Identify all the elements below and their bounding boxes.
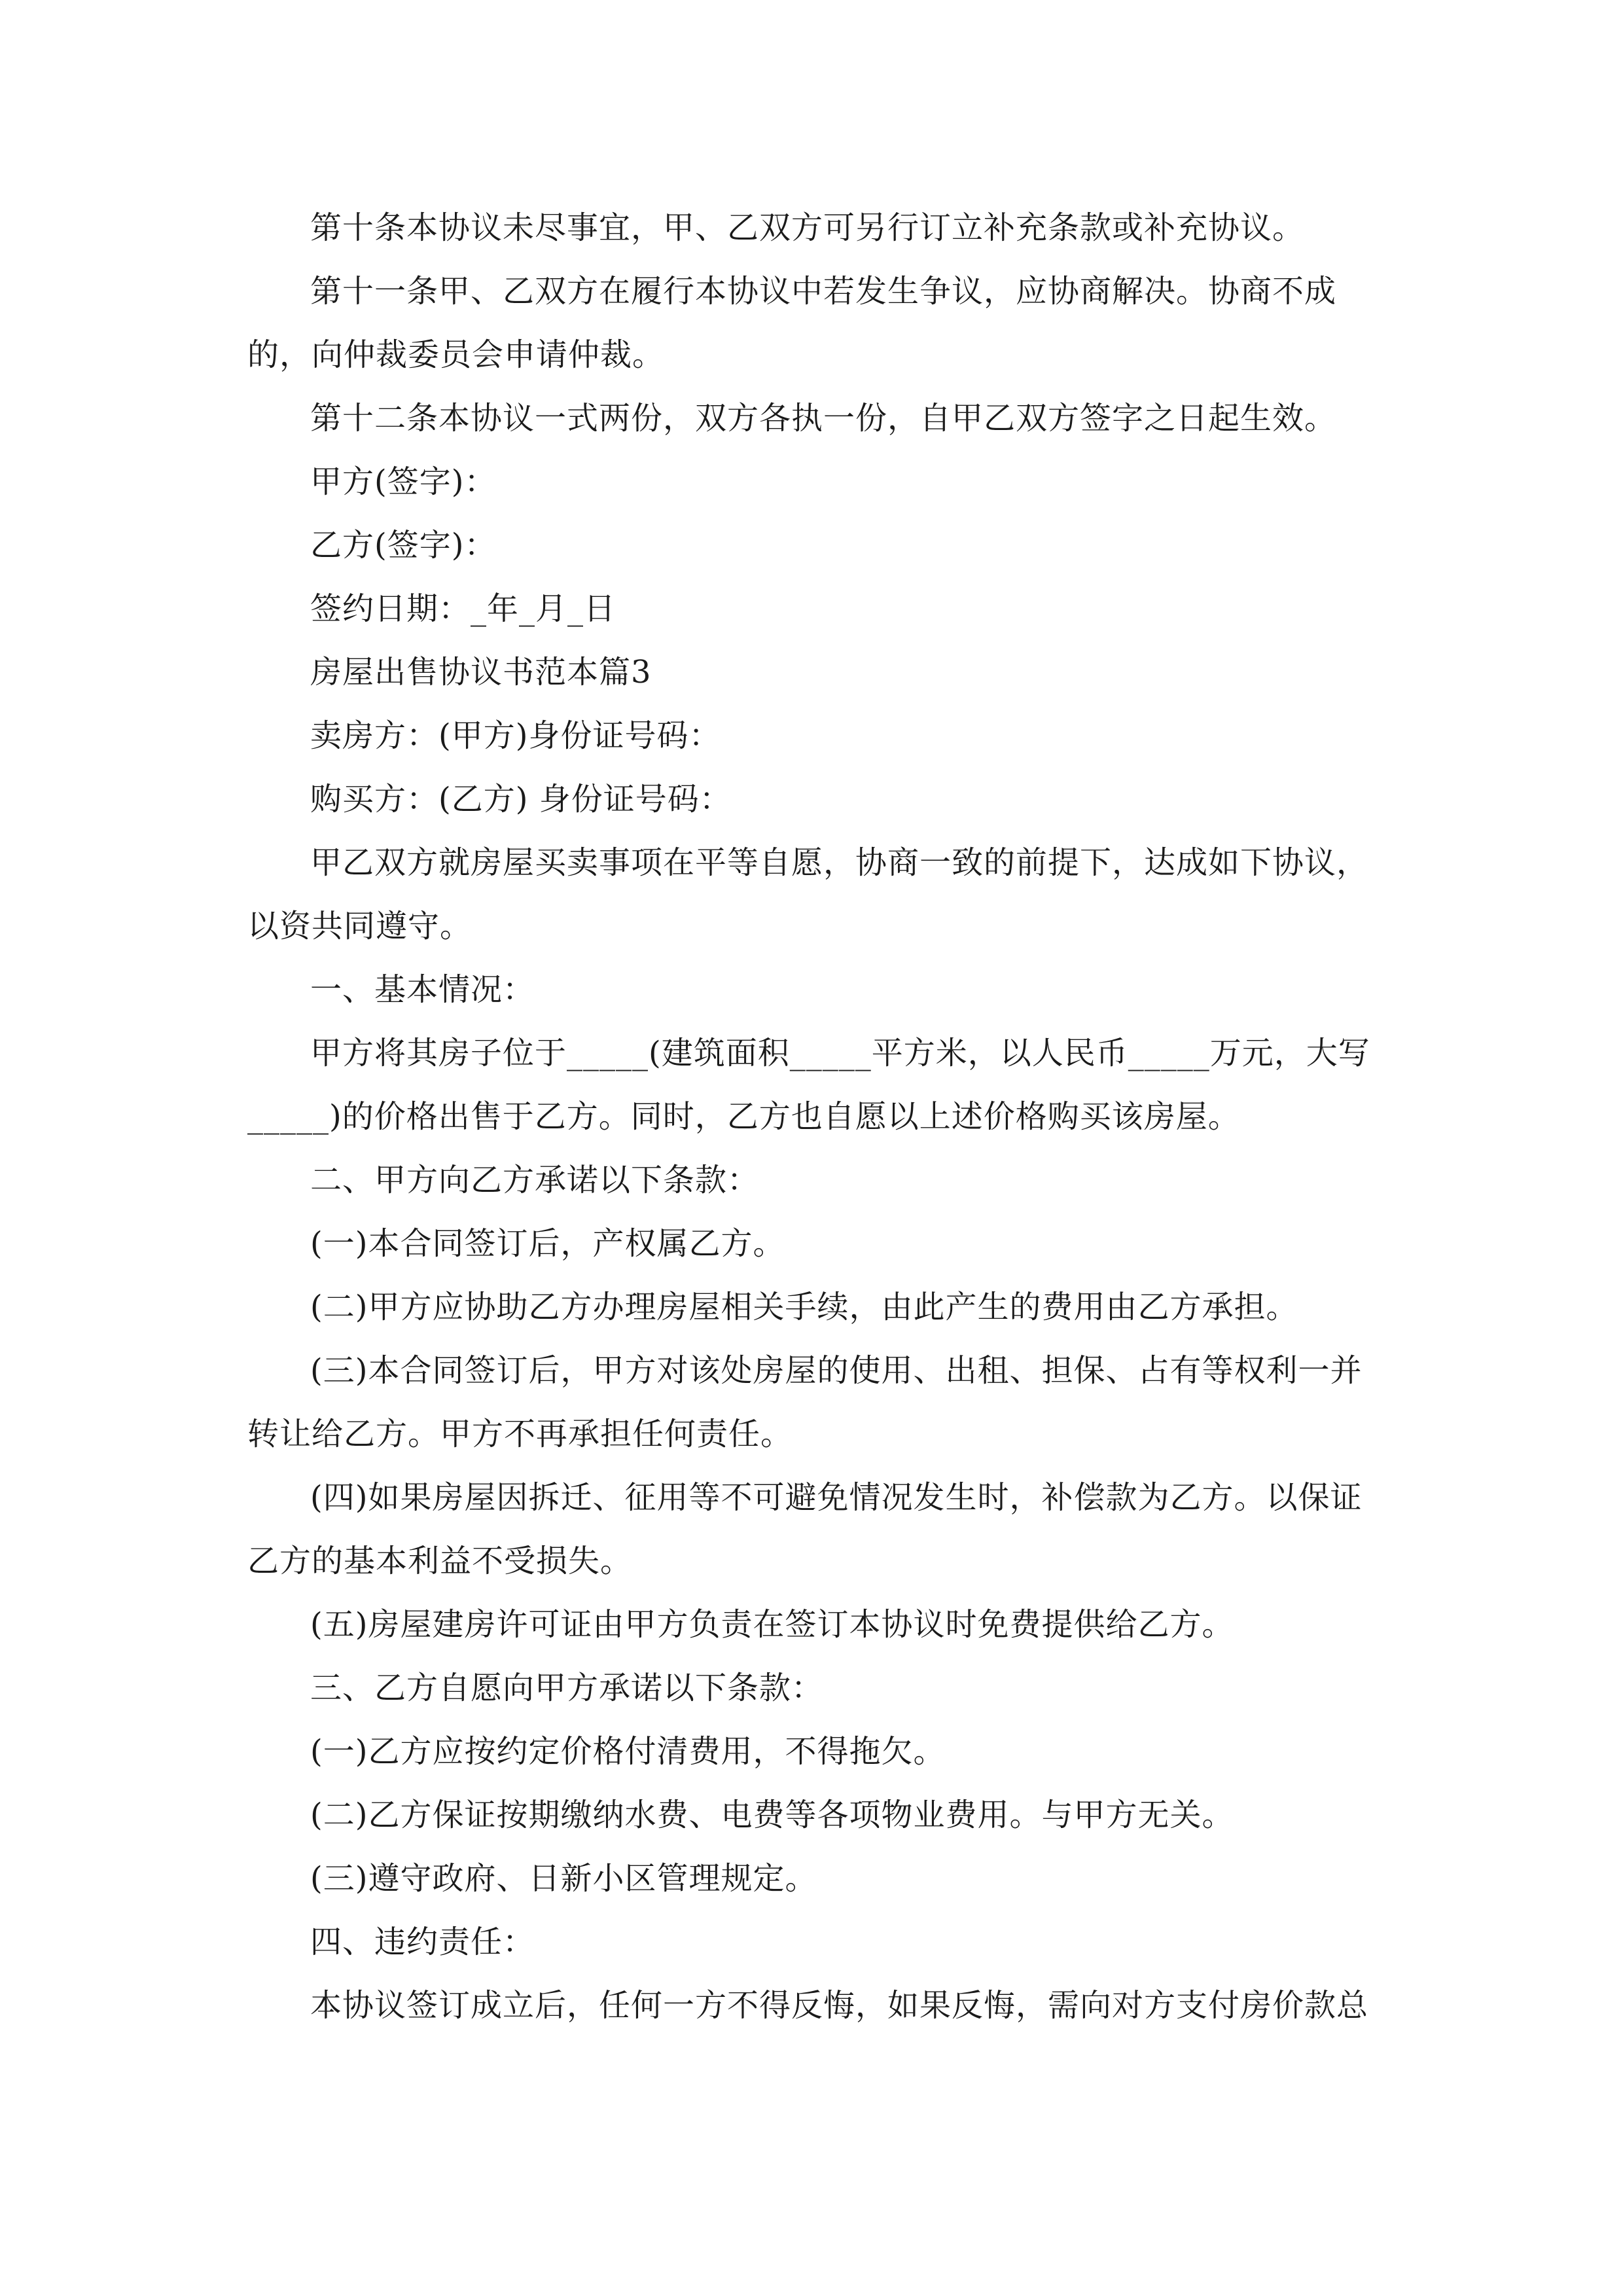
party-a-item-2: (二)甲方应协助乙方办理房屋相关手续，由此产生的费用由乙方承担。 [310,1289,1298,1325]
breach-liability-text: 本协议签订成立后，任何一方不得反悔，如果反悔，需向对方支付房价款总 [310,1987,1369,2024]
heading-breach-liability: 四、违约责任： [310,1924,535,1960]
party-a-item-3: (三)本合同签订后，甲方对该处房屋的使用、出租、担保、占有等权利一并转让给乙方。甲方不再承担任何责任。 [247,1352,1363,1452]
clause-12: 第十二条本协议一式两份，双方各执一份，自甲乙双方签字之日起生效。 [310,400,1337,437]
buyer-line: 购买方：(乙方) 身份证号码： [310,781,732,817]
heading-party-b-commitments: 三、乙方自愿向甲方承诺以下条款： [310,1670,824,1706]
party-b-item-3: (三)遵守政府、日新小区管理规定。 [310,1860,817,1897]
heading-party-a-commitments: 二、甲方向乙方承诺以下条款： [310,1162,760,1198]
signing-date: 签约日期：_年_月_日 [310,590,616,627]
party-b-item-1: (一)乙方应按约定价格付清费用，不得拖欠。 [310,1733,946,1770]
party-b-item-2: (二)乙方保证按期缴纳水费、电费等各项物业费用。与甲方无关。 [310,1797,1234,1833]
clause-10: 第十条本协议未尽事宜，甲、乙双方可另行订立补充条款或补充协议。 [310,209,1305,246]
heading-basic-situation: 一、基本情况： [310,971,535,1008]
section-title: 房屋出售协议书范本篇3 [310,654,652,691]
party-a-item-1: (一)本合同签订后，产权属乙方。 [310,1225,785,1262]
preamble: 甲乙双方就房屋买卖事项在平等自愿，协商一致的前提下，达成如下协议，以资共同遵守。 [247,844,1369,944]
party-a-item-4: (四)如果房屋因拆迁、征用等不可避免情况发生时，补偿款为乙方。以保证乙方的基本利益不受损失。 [247,1479,1363,1579]
property-description: 甲方将其房子位于_____(建筑面积_____平方米，以人民币_____万元，大写_____)的价格出售于乙方。同时，乙方也自愿以上述价格购买该房屋。 [247,1035,1370,1135]
document-body [247,196,1380,2037]
party-a-signature: 甲方(签字)： [310,463,497,500]
party-a-item-5: (五)房屋建房许可证由甲方负责在签订本协议时免费提供给乙方。 [310,1606,1234,1643]
clause-11: 第十一条甲、乙双方在履行本协议中若发生争议，应协商解决。协商不成的，向仲裁委员会申请仲裁。 [247,273,1337,373]
party-b-signature: 乙方(签字)： [310,527,497,564]
seller-line: 卖房方：(甲方)身份证号码： [310,717,721,754]
